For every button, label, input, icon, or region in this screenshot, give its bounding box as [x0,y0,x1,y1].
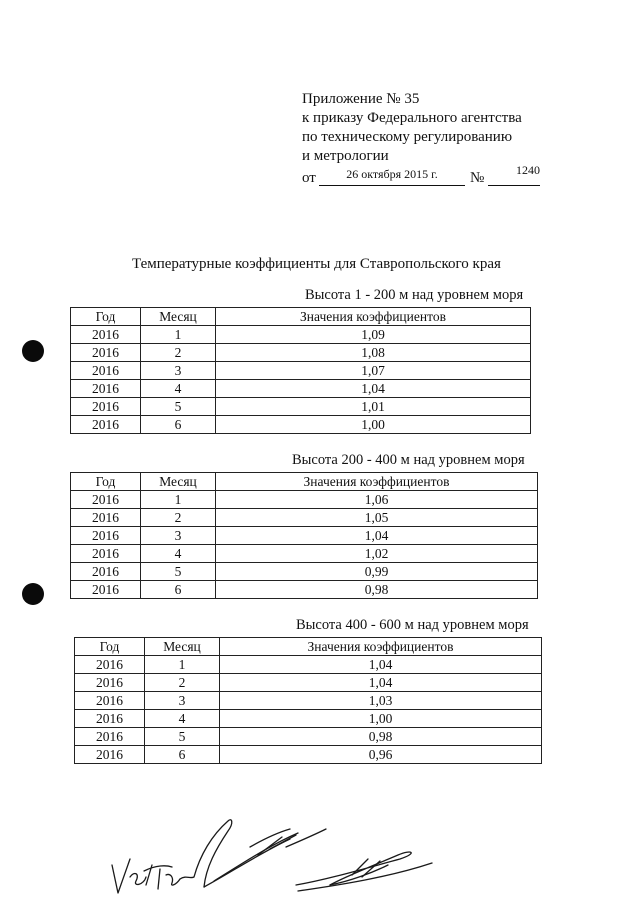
cell-month: 6 [145,746,220,764]
cell-year: 2016 [75,710,145,728]
cell-month: 3 [141,362,216,380]
cell-value: 1,00 [216,416,531,434]
cell-value: 1,06 [216,491,538,509]
cell-value: 0,98 [220,728,542,746]
table-row [75,746,542,764]
cell-year: 2016 [75,746,145,764]
cell-value: 0,96 [220,746,542,764]
cell-value: 1,03 [220,692,542,710]
cell-year: 2016 [71,509,141,527]
column-header-month: Месяц [141,308,216,326]
table-row [75,710,542,728]
table-row [71,491,538,509]
order-line-2: по техническому регулированию [302,129,513,145]
table-row [71,563,538,581]
cell-year: 2016 [71,527,141,545]
cell-month: 2 [145,674,220,692]
cell-month: 5 [141,563,216,581]
order-date: 26 октября 2015 г. [319,166,465,186]
cell-month: 4 [141,545,216,563]
cell-year: 2016 [71,491,141,509]
cell-value: 1,08 [216,344,531,362]
order-line-1: к приказу Федерального агентства [302,110,522,126]
column-header-value: Значения коэффициентов [220,638,542,656]
number-label: № [470,170,485,186]
table-row [71,326,531,344]
cell-year: 2016 [71,380,141,398]
cell-year: 2016 [71,326,141,344]
table-row [71,509,538,527]
cell-month: 2 [141,509,216,527]
coefficient-table [74,637,542,764]
cell-year: 2016 [75,728,145,746]
cell-year: 2016 [71,362,141,380]
cell-month: 4 [141,380,216,398]
column-header-month: Месяц [141,473,216,491]
table-row [71,545,538,563]
cell-month: 1 [145,656,220,674]
cell-year: 2016 [75,656,145,674]
column-header-year: Год [75,638,145,656]
order-number: 1240 [488,162,540,186]
appendix-header [302,90,540,188]
table-caption: Высота 1 - 200 м над уровнем моря [305,287,524,303]
table-row [71,380,531,398]
table-row [75,728,542,746]
cell-month: 1 [141,491,216,509]
cell-year: 2016 [71,344,141,362]
table-row [71,398,531,416]
cell-year: 2016 [71,581,141,599]
date-prefix: от [302,170,316,186]
cell-year: 2016 [71,398,141,416]
punch-hole [22,340,44,362]
table-row [75,692,542,710]
cell-month: 4 [145,710,220,728]
table-header-row [71,473,538,491]
cell-value: 1,00 [220,710,542,728]
column-header-month: Месяц [145,638,220,656]
table-row [75,656,542,674]
cell-value: 1,07 [216,362,531,380]
cell-month: 6 [141,581,216,599]
order-date-row [302,163,540,188]
cell-month: 5 [145,728,220,746]
table-row [71,344,531,362]
cell-value: 1,04 [220,656,542,674]
column-header-year: Год [71,308,141,326]
cell-value: 0,99 [216,563,538,581]
table-header-row [75,638,542,656]
cell-value: 1,04 [220,674,542,692]
table-row [71,581,538,599]
cell-year: 2016 [75,674,145,692]
cell-value: 1,05 [216,509,538,527]
cell-value: 1,04 [216,380,531,398]
column-header-value: Значения коэффициентов [216,308,531,326]
cell-month: 5 [141,398,216,416]
cell-month: 3 [141,527,216,545]
column-header-year: Год [71,473,141,491]
cell-year: 2016 [75,692,145,710]
cell-year: 2016 [71,545,141,563]
handwritten-signature [100,815,450,905]
table-row [71,527,538,545]
table-caption: Высота 200 - 400 м над уровнем моря [292,452,525,468]
coefficient-table [70,307,531,434]
cell-month: 2 [141,344,216,362]
cell-value: 1,01 [216,398,531,416]
cell-value: 0,98 [216,581,538,599]
document-title: Температурные коэффициенты для Ставропольского края [132,256,501,272]
order-line-3: и метрологии [302,148,389,164]
cell-month: 3 [145,692,220,710]
cell-year: 2016 [71,416,141,434]
table-caption: Высота 400 - 600 м над уровнем моря [296,617,529,633]
column-header-value: Значения коэффициентов [216,473,538,491]
cell-value: 1,09 [216,326,531,344]
punch-hole [22,583,44,605]
table-row [71,416,531,434]
table-row [71,362,531,380]
cell-year: 2016 [71,563,141,581]
cell-value: 1,04 [216,527,538,545]
cell-month: 1 [141,326,216,344]
cell-value: 1,02 [216,545,538,563]
table-row [75,674,542,692]
coefficient-table [70,472,538,599]
cell-month: 6 [141,416,216,434]
appendix-number: Приложение № 35 [302,91,420,107]
table-header-row [71,308,531,326]
